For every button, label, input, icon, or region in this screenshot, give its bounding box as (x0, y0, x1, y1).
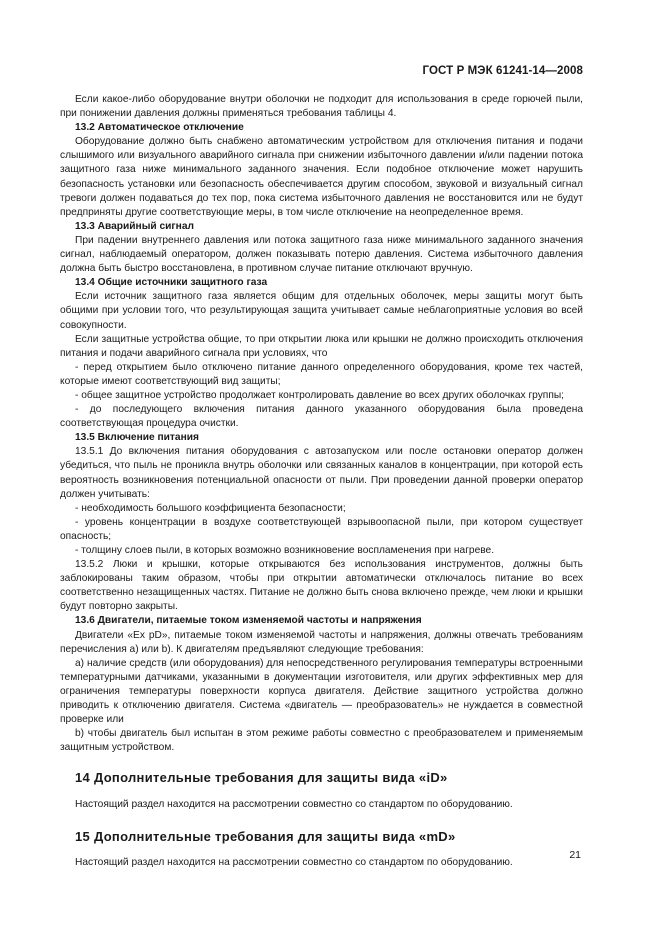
paragraph-13-5-1: 13.5.1 До включения питания оборудования с автозапуском или после остановки оператор должен убедиться, что пыль не проникла внутрь оболочки или связанных каналов в концентрации, при которой есть вероятность возникновения потенциальной опасности от пыли. При проведении данной проверки оператор должен учитывать: (60, 446, 583, 500)
document-body (60, 93, 583, 870)
list-item-13-6-a: a) наличие средств (или оборудования) для непосредственного регулирования температуры встроенными температурными датчиками, указанными в документации изготовителя, или других эффективных мер для ограничения температуры поверхности корпуса двигателя. Действие защитного устройства должно приводить к отключению двигателя. Система «двигатель — преобразователь» не нуждается в совместной проверке или (60, 657, 583, 726)
section-14-text: Настоящий раздел находится на рассмотрении совместно со стандартом по оборудованию. (75, 798, 513, 810)
section-14-title: 14 Дополнительные требования для защиты вида «iD» (75, 770, 448, 786)
list-item-13-5-2: - уровень концентрации в воздухе соответствующей взрывоопасной пыли, при котором существует опасность; (60, 516, 583, 542)
paragraph-13-1-end: Если какое-либо оборудование внутри оболочки не подходит для использования в среде горючей пыли, при понижении давления должны применяться требования таблицы 4. (60, 94, 583, 120)
heading-13-4: 13.4 Общие источники защитного газа (75, 277, 268, 289)
list-item-13-4-1: - перед открытием было отключено питание данного определенного оборудования, кроме тех частей, которые имеют соответствующий вид защиты; (60, 361, 583, 387)
list-item-13-6-b: b) чтобы двигатель был испытан в этом режиме работы совместно с преобразователем и применяемым защитным устройством. (60, 728, 583, 754)
paragraph-13-5-2: 13.5.2 Люки и крышки, которые открываются без использования инструментов, должны быть заблокированы таким образом, чтобы при открытии автоматически отключалось питание во всех соответственно незащищенных частях. Питание не должно быть снова включено прежде, чем люки и крышки будут повторно закрыты. (60, 559, 583, 613)
document-id-header: ГОСТ Р МЭК 61241-14—2008 (422, 65, 583, 77)
list-item-13-5-3: - толщину слоев пыли, в которых возможно возникновение воспламенения при нагреве. (75, 545, 495, 556)
page-number: 21 (569, 849, 581, 861)
paragraph-13-4-a: Если источник защитного газа является общим для отдельных оболочек, меры защиты могут быть общими при условии того, что результирующая защита учитывает самые неблагоприятные условия во всей совокупности. (60, 291, 583, 331)
paragraph-13-2: Оборудование должно быть снабжено автоматическим устройством для отключения питания и подачи слышимого или визуального аварийного сигнала при снижении избыточного давлении и/или падении потока защитного газа ниже минимального заданного значения. Если подобное отключение может нарушить безопасность установки или безопасность обеспечивается другим способом, звуковой и визуальный сигнал тревоги должен подаваться до тех пор, пока система избыточного давления не восстановится или не будут предприняты другие соответствующие меры, в том числе отключение на неопределенное время. (60, 136, 583, 218)
paragraph-13-6: Двигатели «Ex pD», питаемые током изменяемой частоты и напряжения, должны отвечать требованиям перечисления а) или b). К двигателям предъявляют следующие требования: (60, 629, 583, 655)
section-15-title: 15 Дополнительные требования для защиты вида «mD» (75, 828, 456, 844)
list-item-13-5-1: - необходимость большого коэффициента безопасности; (75, 502, 346, 514)
paragraph-13-3: При падении внутреннего давления или потока защитного газа ниже минимального заданного значения сигнал, наблюдаемый оператором, должен показывать потерю давления. Система избыточного давления должна быть быстро восстановлена, в противном случае питание отключают вручную. (60, 234, 583, 275)
heading-13-2: 13.2 Автоматическое отключение (75, 122, 244, 134)
list-item-13-4-2: - общее защитное устройство продолжает контролировать давление во всех других оболочках группы; (75, 389, 564, 401)
heading-13-6: 13.6 Двигатели, питаемые током изменяемой частоты и напряжения (75, 615, 422, 627)
list-item-13-4-3: - до последующего включения питания данного указанного оборудования была проведена соответствующая процедура очистки. (60, 404, 583, 430)
section-15-text: Настоящий раздел находится на рассмотрении совместно со стандартом по оборудованию. (75, 856, 513, 868)
heading-13-3: 13.3 Аварийный сигнал (75, 220, 194, 232)
paragraph-13-4-b: Если защитные устройства общие, то при открытии люка или крышки не должно происходить отключения питания и подачи аварийного сигнала при условиях, что (60, 333, 583, 359)
heading-13-5: 13.5 Включение питания (75, 432, 199, 444)
